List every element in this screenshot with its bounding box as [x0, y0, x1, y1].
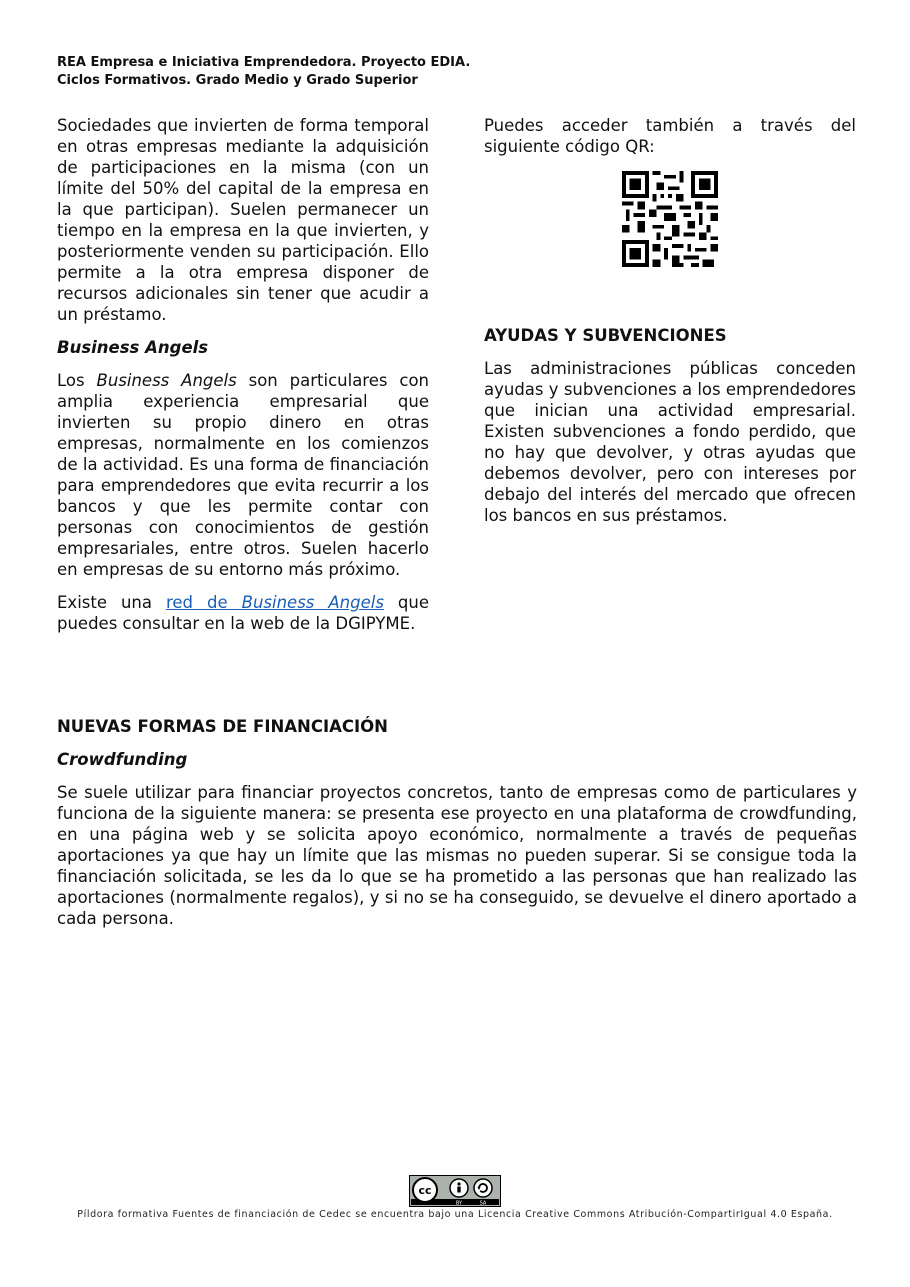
ba-rest: son particulares con amplia experiencia empresarial que invierten su propio dinero en otras empresas, normalmente en los comienzos de la actividad. Es una forma de financiación para emprendedores que evita recurrir a los bancos y que les permite contar con personas con conocimientos de gestión empresariales, entre otros. Suelen hacerlo en empresas de su entorno más próximo. [57, 371, 430, 579]
network-link-italic[interactable]: Business Angels [241, 593, 384, 612]
business-angels-paragraph [57, 370, 429, 580]
page-footer [0, 1175, 910, 1220]
ayudas-heading: AYUDAS Y SUBVENCIONES [484, 326, 727, 345]
page-header [57, 54, 470, 90]
svg-text:cc: cc [418, 1184, 432, 1197]
ba-italic: Business Angels [96, 371, 237, 390]
network-suffix: que puedes consultar en la web de la DGIPYME. [57, 593, 429, 633]
cc-by-sa-icon[interactable] [409, 1175, 501, 1207]
header-line-2: Ciclos Formativos. Grado Medio y Grado Superior [57, 73, 418, 88]
qr-code-icon[interactable] [622, 171, 718, 267]
right-column [484, 115, 856, 538]
business-angels-heading: Business Angels [57, 338, 209, 357]
crowdfunding-heading: Crowdfunding [57, 750, 188, 769]
nuevas-heading: NUEVAS FORMAS DE FINANCIACIÓN [57, 717, 388, 736]
network-paragraph [57, 592, 429, 634]
ba-prefix: Los [57, 371, 97, 390]
nuevas-formas-section [57, 716, 857, 941]
svg-text:SA: SA [479, 1200, 487, 1207]
ayudas-paragraph: Las administraciones públicas conceden ayudas y subvenciones a los emprendedores que inician una actividad empresarial. Existen subvenciones a fondo perdido, que no hay que devolver, y otras ayudas que debemos devolver, pero con intereses por debajo del interés del mercado que ofrecen los bancos en sus préstamos. [484, 359, 856, 525]
header-line-1: REA Empresa e Iniciativa Emprendedora. Proyecto EDIA. [57, 55, 471, 70]
left-column [57, 115, 429, 646]
qr-intro: Puedes acceder también a través del siguiente código QR: [484, 116, 856, 156]
business-angels-network-link[interactable] [166, 593, 384, 612]
capital-riesgo-paragraph: Sociedades que invierten de forma temporal en otras empresas mediante la adquisición de participaciones en la misma (con un límite del 50% del capital de la empresa en la que participan). Suelen permanecer un tiempo en la empresa en la que invierten, y posteriormente venden su participación. Ello permite a la otra empresa disponer de recursos adicionales sin tener que acudir a un préstamo. [57, 116, 429, 324]
crowdfunding-paragraph: Se suele utilizar para financiar proyectos concretos, tanto de empresas como de particulares y funciona de la siguiente manera: se presenta ese proyecto en una plataforma de crowdfunding, en una página web y se solicita apoyo económico, normalmente a través de pequeñas aportaciones ya que hay un límite que las mismas no pueden superar. Si se consigue toda la financiación solicitada, se les da lo que se ha prometido a las personas que han realizado las aportaciones (normalmente regalos), y si no se ha conseguido, se devuelve el dinero aportado a cada persona. [57, 783, 857, 928]
svg-text:BY: BY [455, 1200, 463, 1207]
network-link-text[interactable]: red de [165, 593, 242, 612]
network-prefix: Existe una [57, 593, 166, 612]
license-text: Píldora formativa Fuentes de financiación de Cedec se encuentra bajo una Licencia Creative Commons Atribución-CompartirIgual 4.0 España. [77, 1209, 833, 1220]
